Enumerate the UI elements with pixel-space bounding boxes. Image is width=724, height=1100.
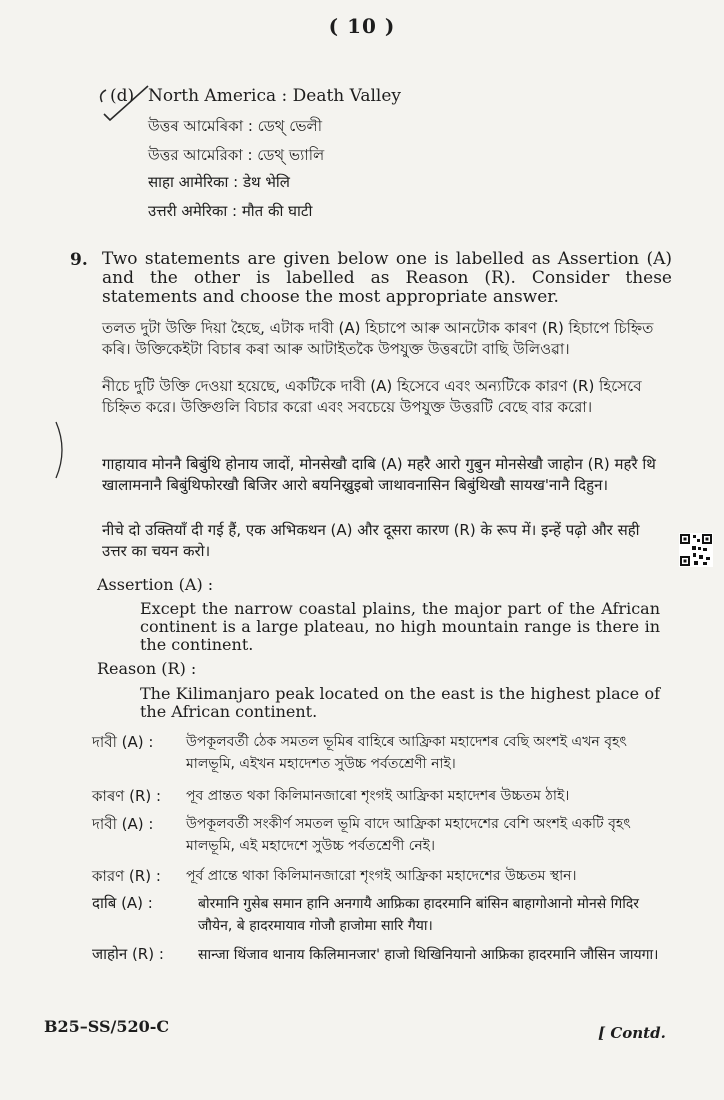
- reason-heading: Reason (R) :: [97, 659, 197, 678]
- translation-text: सान्जा थिंजाव थानाय किलिमानजार' हाजो थिखिनियानो आफ्रिका हादरमानि जौसिन जायगा।: [198, 947, 659, 963]
- qr-code-icon: [679, 533, 713, 567]
- translation-text: উপকূলবর্তী ঠেক সমতল ভূমিৰ বাহিৰে আফ্ৰিকা মহাদেশৰ বেছি অংশই এখন বৃহৎ মালভূমি, এইখন মহাদেশত সুউচ্চ পৰ্বতশ্ৰেণী নাই।: [186, 734, 627, 772]
- continued-label: [ Contd.: [598, 1024, 666, 1042]
- question-bodo: गाहायाव मोननै बिबुंथि होनाय जादों, मोनसेखौ दाबि (A) महरै आरो गुबुन मोनसेखौ जाहोन (R) महरै थि खालामनानै बिबुंथिफोरखौ बिजिर आरो बयनिख्रुइबो जाथावनासिन बिबुंथिखौ सायख'नानै दिहुन।: [102, 455, 656, 494]
- translation-label: जाहोन (R) :: [92, 945, 164, 963]
- reason-text: The Kilimanjaro peak located on the east is the highest place of the African continent.: [140, 684, 660, 721]
- option-d-assamese: উত্তৰ আমেৰিকা : ডেথ্ ভেলী: [148, 117, 322, 135]
- option-d-bengali: উত্তর আমেরিকা : ডেথ্ ভ্যালি: [148, 146, 325, 164]
- translation-label: কারণ (R) :: [92, 867, 161, 885]
- option-d-label: (d): [110, 86, 135, 106]
- assertion-text: Except the narrow coastal plains, the major part of the African continent is a large plateau, no high mountain range is there in the continent.: [140, 599, 660, 654]
- translation-text: পূব প্ৰান্তত থকা কিলিমানজাৰো শৃংগই আফ্ৰিকা মহাদেশৰ উচ্চতম ঠাই।: [186, 788, 570, 804]
- translation-label: দাবী (A) :: [92, 733, 154, 751]
- translation-label: কাৰণ (R) :: [92, 787, 162, 805]
- question-hindi: नीचे दो उक्तियाँ दी गई हैं, एक अभिकथन (A) और दूसरा कारण (R) के रूप में। इन्हें पढ़ो और सही उत्तर का चयन करो।: [102, 521, 640, 560]
- question-bengali: নীচে দুটি উক্তি দেওয়া হয়েছে, একটিকে দাবী (A) হিসেবে এবং অন্যটিকে কারণ (R) হিসেবে চিহ্নিত করে। উক্তিগুলি বিচার করো এবং সবচেয়ে উপযুক্ত উত্তরটি বেছে বার করো।: [102, 377, 642, 416]
- translation-label: दाबि (A) :: [92, 894, 153, 912]
- question-number: 9.: [70, 250, 88, 270]
- page-number: ( 10 ): [328, 14, 396, 38]
- option-d-english: North America : Death Valley: [148, 86, 402, 106]
- option-d-hindi: उत्तरी अमेरिका : मौत की घाटी: [148, 202, 313, 220]
- margin-bracket-mark: [54, 420, 68, 480]
- question-english: Two statements are given below one is labelled as Assertion (A) and the other is labelled as Reason (R). Consider these statements and choose the most appropriate answer.: [102, 249, 672, 307]
- translation-text: উপকূলবর্তী সংকীর্ণ সমতল ভূমি বাদে আফ্রিকা মহাদেশের বেশি অংশই একটি বৃহৎ মালভূমি, এই মহাদেশে সুউচ্চ পর্বতশ্রেণী নেই।: [186, 816, 631, 854]
- paper-code: B25–SS/520-C: [44, 1017, 170, 1036]
- translation-text: পূর্ব প্রান্তে থাকা কিলিমানজারো শৃংগই আফ্রিকা মহাদেশের উচ্চতম স্থান।: [186, 868, 577, 884]
- question-assamese: তলত দুটা উক্তি দিয়া হৈছে, এটাক দাবী (A) হিচাপে আৰু আনটোক কাৰণ (R) হিচাপে চিহ্নিত কৰি। উক্তিকেইটা বিচাৰ কৰা আৰু আটাইতকৈ উপযুক্ত উত্তৰটো বাছি উলিওৱা।: [102, 319, 654, 358]
- translation-text: बोरमानि गुसेब समान हानि अनगायै आफ्रिका हादरमानि बांसिन बाहागोआनो मोनसे गिदिर जौयेन, बे हादरमायाव गोजौ हाजोमा सारि गैया।: [198, 896, 639, 934]
- option-d-bodo: साहा आमेरिका : डेथ भेलि: [148, 173, 290, 191]
- assertion-heading: Assertion (A) :: [97, 575, 214, 594]
- translation-label: দাবী (A) :: [92, 815, 154, 833]
